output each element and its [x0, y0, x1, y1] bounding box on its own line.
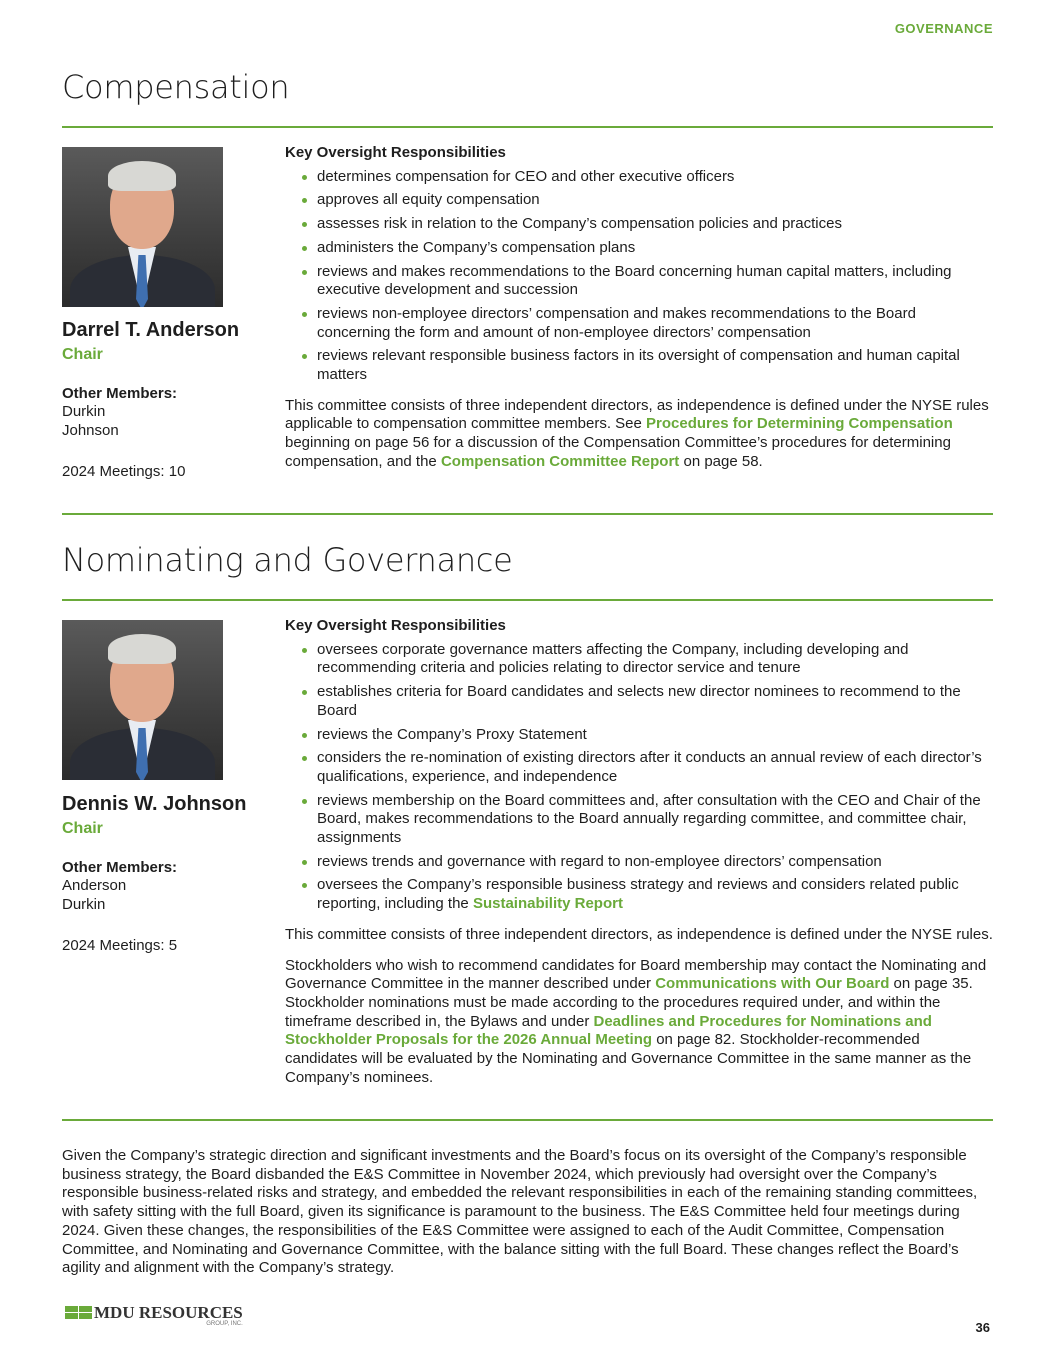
paragraph-text: beginning on page 56 for a discussion of the Compensation Committee’s procedures for determining compensation, and the	[285, 434, 951, 470]
chair-role: Chair	[62, 346, 103, 363]
bullet-icon	[302, 175, 307, 180]
bullet-icon	[302, 733, 307, 738]
list-item	[285, 168, 993, 187]
responsibility-text: reviews the Company’s Proxy Statement	[317, 725, 587, 743]
paragraph-text: on page 58.	[679, 452, 763, 470]
responsibility-text: determines compensation for CEO and other executive officers	[317, 167, 735, 185]
logo-mark-icon	[65, 1306, 92, 1319]
responsibility-text: considers the re-nomination of existing directors after it conducts an annual review of each director’s qualifications, experience, and independence	[317, 749, 982, 785]
key-responsibilities-heading: Key Oversight Responsibilities	[285, 617, 506, 634]
bullet-icon	[302, 246, 307, 251]
reference-link[interactable]: Deadlines and Procedures for Nominations and Stockholder Proposals for the 2026 Annual Meeting	[285, 1012, 932, 1049]
responsibility-text: assesses risk in relation to the Company’s compensation policies and practices	[317, 215, 842, 233]
key-responsibilities-heading: Key Oversight Responsibilities	[285, 144, 506, 161]
reference-link[interactable]: Compensation Committee Report	[440, 452, 680, 470]
divider	[62, 126, 993, 128]
list-item	[285, 641, 993, 678]
logo-subtext: GROUP, INC.	[206, 1321, 243, 1327]
paragraph-text: on page 82. Stockholder-recommended candidates will be evaluated by the Nominating and Governance Committee in the same manner as the Company’s nominees.	[285, 1031, 972, 1086]
chair-photo	[62, 147, 223, 307]
other-members-label: Other Members:	[62, 384, 178, 402]
list-item	[285, 305, 993, 342]
member-name: Durkin	[62, 896, 106, 914]
list-item	[285, 792, 993, 848]
responsibility-text: oversees corporate governance matters affecting the Company, including developing and recommending criteria and policies relating to director service and tenure	[317, 640, 909, 677]
responsibility-text: reviews membership on the Board committees and, after consultation with the CEO and Chair of the Board, makes recommendations to the Board annually regarding committee, and committee chair, assignments	[317, 791, 981, 847]
member-name: Anderson	[62, 877, 127, 895]
divider	[62, 599, 993, 601]
bullet-icon	[302, 799, 307, 804]
list-item	[285, 347, 993, 384]
responsibilities-list	[285, 641, 993, 914]
responsibility-text: reviews non-employee directors’ compensation and makes recommendations to the Board concerning the form and amount of non-employee directors’ compensation	[317, 304, 916, 341]
divider	[62, 513, 993, 515]
member-name: Durkin	[62, 403, 106, 421]
reference-link[interactable]: Procedures for Determining Compensation	[646, 415, 953, 433]
paragraph-text: This committee consists of three independent directors, as independence is defined under the NYSE rules.	[285, 925, 993, 943]
list-item	[285, 876, 993, 913]
reference-link[interactable]: Communications with Our Board	[655, 975, 890, 993]
list-item	[285, 191, 993, 210]
committee-paragraph	[285, 397, 993, 472]
bullet-icon	[302, 860, 307, 865]
page-number: 36	[975, 1320, 990, 1335]
bullet-icon	[302, 270, 307, 275]
list-item	[285, 263, 993, 300]
section-header: GOVERNANCE	[894, 21, 993, 36]
bullet-icon	[302, 354, 307, 359]
list-item	[285, 726, 993, 745]
chair-name: Dennis W. Johnson	[62, 793, 247, 815]
bullet-icon	[302, 648, 307, 653]
list-item	[285, 683, 993, 720]
responsibility-text: establishes criteria for Board candidates and selects new director nominees to recommend to the Board	[317, 683, 961, 719]
chair-name: Darrel T. Anderson	[62, 319, 240, 341]
committee-title: Compensation	[62, 68, 290, 106]
bullet-icon	[302, 690, 307, 695]
meetings-count: 2024 Meetings: 10	[62, 462, 186, 480]
divider	[62, 1119, 993, 1121]
committee-title: Nominating and Governance	[62, 541, 513, 579]
closing-paragraph: Given the Company’s strategic direction and significant investments and the Board’s focus on its oversight of the Company’s responsible business strategy, the Board disbanded the E&S Committee in November 2024, which previously had oversight over the Company’s responsible business-related risks and strategy, and embedded the relevant responsibilities in each of the remaining standing committees, with safety sitting with the full Board, given its significance is paramount to the business. The E&S Committee held four meetings during 2024. Given these changes, the responsibilities of the E&S Committee were assigned to each of the Audit Committee, Compensation Committee, and Nominating and Governance Committee, with the balance sitting with the full Board. These changes reflect the Board’s agility and alignment with the Company’s strategy.	[62, 1147, 978, 1277]
paragraph-text: on page 35. Stockholder nominations must be made according to the procedures required under, and within the timeframe described in, the Bylaws and under	[285, 975, 973, 1030]
committee-paragraph	[285, 957, 993, 1088]
responsibility-text: oversees the Company’s responsible business strategy and reviews and considers related public reporting, including the	[317, 876, 959, 913]
bullet-icon	[302, 883, 307, 888]
logo-text: MDU RESOURCES	[94, 1303, 243, 1322]
responsibility-text: approves all equity compensation	[317, 191, 540, 209]
bullet-icon	[302, 198, 307, 203]
responsibility-text: reviews and makes recommendations to the Board concerning human capital matters, including executive development and succession	[317, 262, 952, 299]
paragraph-text: This committee consists of three independent directors, as independence is defined under the NYSE rules applicable to compensation committee members. See	[285, 396, 989, 433]
bullet-icon	[302, 222, 307, 227]
responsibility-text: reviews relevant responsible business factors in its oversight of compensation and human capital matters	[317, 347, 960, 384]
company-logo	[65, 1305, 243, 1328]
bullet-icon	[302, 312, 307, 317]
chair-photo	[62, 620, 223, 780]
member-name: Johnson	[62, 422, 119, 440]
sustainability-report-link[interactable]: Sustainability Report	[472, 895, 623, 913]
responsibility-text: reviews trends and governance with regard to non-employee directors’ compensation	[317, 852, 882, 870]
bullet-icon	[302, 756, 307, 761]
paragraph-text: Stockholders who wish to recommend candidates for Board membership may contact the Nominating and Governance Committee in the manner described under	[285, 956, 987, 993]
committee-paragraph	[285, 926, 993, 945]
chair-role: Chair	[62, 820, 103, 837]
list-item	[285, 749, 993, 786]
list-item	[285, 215, 993, 234]
list-item	[285, 853, 993, 872]
list-item	[285, 239, 993, 258]
responsibilities-list	[285, 168, 993, 385]
meetings-count: 2024 Meetings: 5	[62, 936, 178, 954]
other-members-label: Other Members:	[62, 858, 178, 876]
responsibility-text: administers the Company’s compensation plans	[317, 238, 636, 256]
